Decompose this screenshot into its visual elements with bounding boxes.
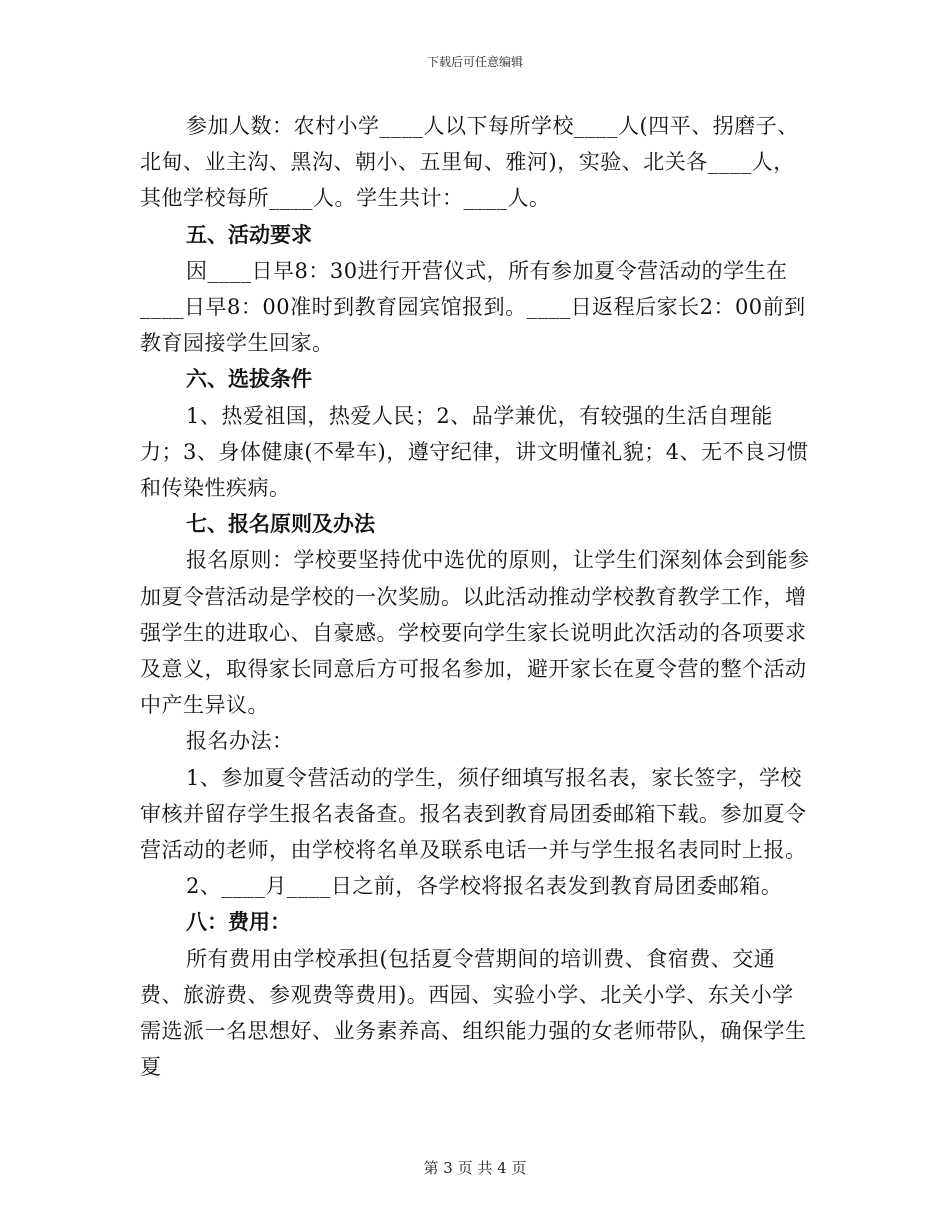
paragraph-registration-method-label: 报名办法： (186, 729, 294, 754)
heading-selection-criteria: 六、选拔条件 (186, 367, 312, 392)
paragraph-registration-principle: 报名原则：学校要坚持优中选优的原则，让学生们深刻体会到能参加夏令营活动是学校的一次奖励。以此活动推动学校教育教学工作，增强学生的进取心、自豪感。学校要向学生家长说明此次活动的各项要求及意义，取得家长同意后方可报名参加，避开家长在夏令营的整个活动中产生异议。 (140, 548, 810, 718)
paragraph-fees: 所有费用由学校承担(包括夏令营期间的培训费、食宿费、交通费、旅游费、参观费等费用)。西园、实验小学、北关小学、东关小学需选派一名思想好、业务素养高、组织能力强的女老师带队，确保学生夏 (140, 946, 807, 1080)
heading-activity-requirements: 五、活动要求 (186, 222, 312, 247)
document-body (140, 108, 812, 1085)
page-header: 下载后可任意编辑 (426, 55, 523, 69)
heading-fees: 八：费用： (186, 910, 291, 935)
paragraph-criteria: 1、热爱祖国，热爱人民；2、品学兼优，有较强的生活自理能力；3、身体健康(不晕车)，遵守纪律，讲文明懂礼貌；4、无不良习惯和传染性疾病。 (140, 403, 809, 501)
paragraph-schedule: 因____日早8：30进行开营仪式，所有参加夏令营活动的学生在____日早8：00准时到教育园宾馆报到。____日返程后家长2：00前到教育园接学生回家。 (140, 258, 806, 356)
paragraph-registration-step-2: 2、____月____日之前，各学校将报名表发到教育局团委邮箱。 (186, 874, 783, 899)
paragraph-participants: 参加人数：农村小学____人以下每所学校____人(四平、拐磨子、北甸、业主沟、黑沟、朝小、五里甸、雅河)，实验、北关各____人，其他学校每所____人。学生共计：____人。 (140, 114, 799, 211)
page-footer: 第 3 页 共 4 页 (423, 1159, 527, 1177)
heading-registration: 七、报名原则及办法 (186, 512, 375, 537)
paragraph-registration-step-1: 1、参加夏令营活动的学生，须仔细填写报名表，家长签字，学校审核并留存学生报名表备查。报名表到教育局团委邮箱下载。参加夏令营活动的老师，由学校将名单及联系电话一并与学生报名表同时上报。 (140, 765, 807, 863)
